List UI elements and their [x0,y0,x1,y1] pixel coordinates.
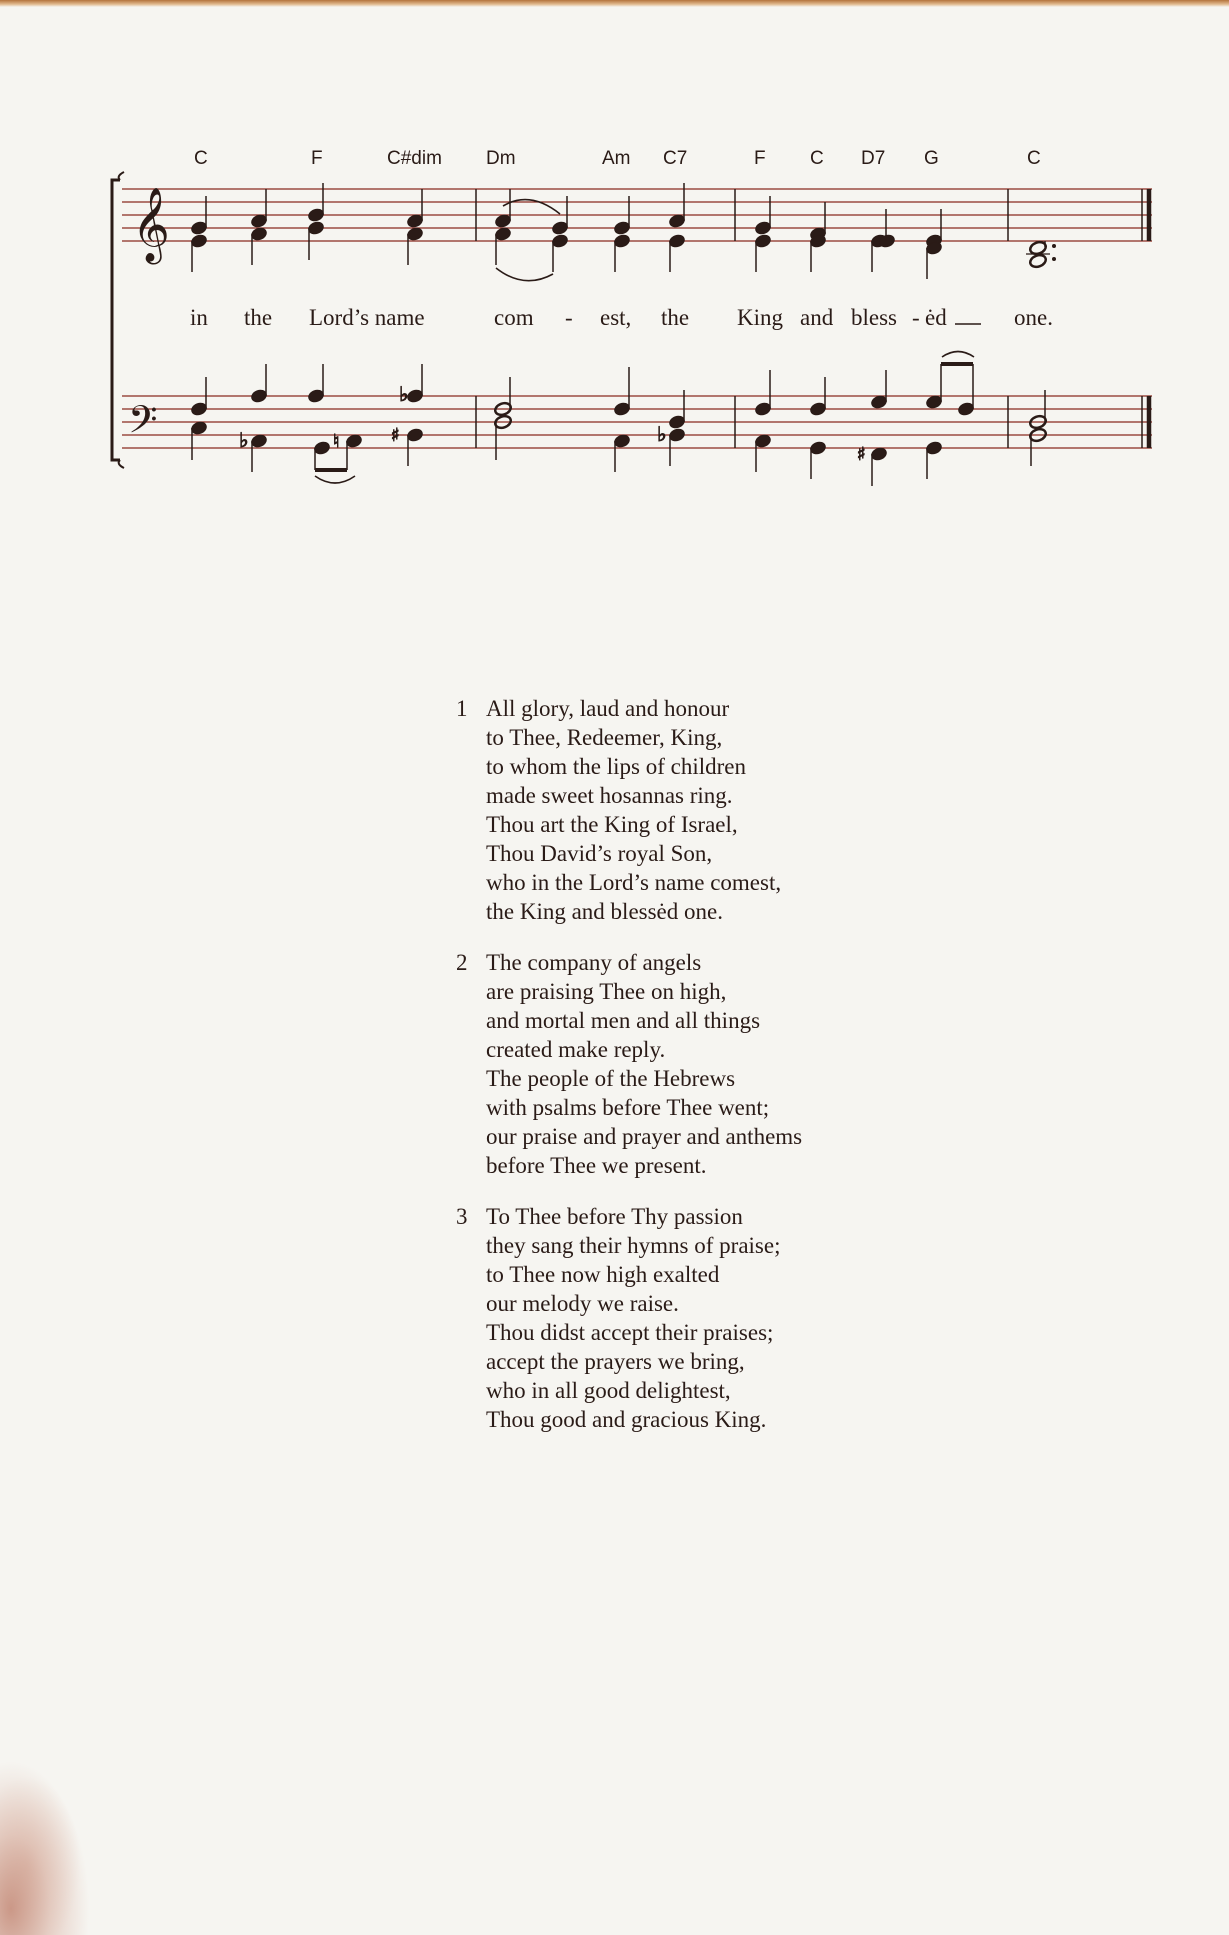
verse-line: All glory, laud and honour [486,696,730,721]
lyric-syllable: - [565,305,573,330]
verse-line: our melody we raise. [486,1291,679,1316]
music-score [0,0,1229,520]
verse-number: 2 [456,950,468,975]
lyric-syllable: in [190,305,208,330]
lyric-syllable: - [912,305,920,330]
lyric-syllable: King [737,305,783,330]
chord-symbol: C [194,148,208,169]
verse-line: to whom the lips of children [486,754,746,779]
chord-symbol: C7 [663,148,688,169]
treble-clef-icon: 𝄞 [132,188,170,262]
svg-text:♯: ♯ [857,444,866,465]
chord-symbol: F [311,148,323,169]
verse-line: To Thee before Thy passion [486,1204,743,1229]
lyric-syllable: the [244,305,273,330]
verse-number: 3 [456,1204,468,1229]
verse-line: are praising Thee on high, [486,979,727,1004]
verse-line: Thou good and gracious King. [486,1407,767,1432]
svg-text:♭: ♭ [657,422,667,446]
chord-symbol: D7 [861,148,886,169]
lyrics-line [190,305,1053,330]
bass-notes [190,352,1047,487]
verse-line: Thou art the King of Israel, [486,812,738,837]
svg-text:♭: ♭ [239,428,249,452]
verse-line: accept the prayers we bring, [486,1349,745,1374]
bass-staff [122,396,1152,451]
svg-text:♭: ♭ [399,382,409,406]
verse-line: The people of the Hebrews [486,1066,736,1091]
verse-line: Thou David’s royal Son, [486,841,713,866]
hymn-verses [452,694,972,1456]
verse-line: the King and blessėd one. [486,899,723,924]
verse-line: Thou didst accept their praises; [486,1320,774,1345]
verse-line: they sang their hymns of praise; [486,1233,781,1258]
verse-line: our praise and prayer and anthems [486,1124,803,1149]
chord-symbol: C#dim [387,148,442,169]
verse-line: created make reply. [486,1037,666,1062]
chord-symbols [194,148,1041,169]
verse-line: before Thee we present. [486,1153,707,1178]
svg-text:♮: ♮ [333,431,340,452]
chord-symbol: Am [602,148,631,169]
lyric-syllable: and [800,305,834,330]
lyric-syllable: ėd [925,305,947,330]
verse-line: to Thee now high exalted [486,1262,720,1287]
chord-symbol: Dm [486,148,516,169]
verse-line: who in the Lord’s name comest, [486,870,782,895]
verse-line: with psalms before Thee went; [486,1095,770,1120]
lyric-syllable: com [494,305,534,330]
verse [452,1202,972,1434]
lyric-syllable: est, [600,305,632,330]
system-bracket [112,172,124,468]
chord-symbol: G [924,148,939,169]
lyric-syllable: the [661,305,690,330]
verse-line: made sweet hosannas ring. [486,783,733,808]
bass-clef-icon: 𝄢 [128,397,158,451]
treble-staff [122,188,1152,265]
verse-line: The company of angels [486,950,702,975]
verse-number: 1 [456,696,468,721]
verse-line: to Thee, Redeemer, King, [486,725,723,750]
verse [452,694,972,926]
verse-line: and mortal men and all things [486,1008,761,1033]
page-stain [0,1760,90,1935]
svg-text:♯: ♯ [391,425,400,446]
lyric-syllable: bless [851,305,897,330]
chord-symbol: C [1027,148,1041,169]
verse-line: who in all good delightest, [486,1378,731,1403]
chord-symbol: F [754,148,766,169]
lyric-syllable: one. [1014,305,1053,330]
verse [452,948,972,1180]
treble-notes [190,183,1056,281]
chord-symbol: C [810,148,824,169]
lyric-syllable: Lord’s name [309,305,425,330]
